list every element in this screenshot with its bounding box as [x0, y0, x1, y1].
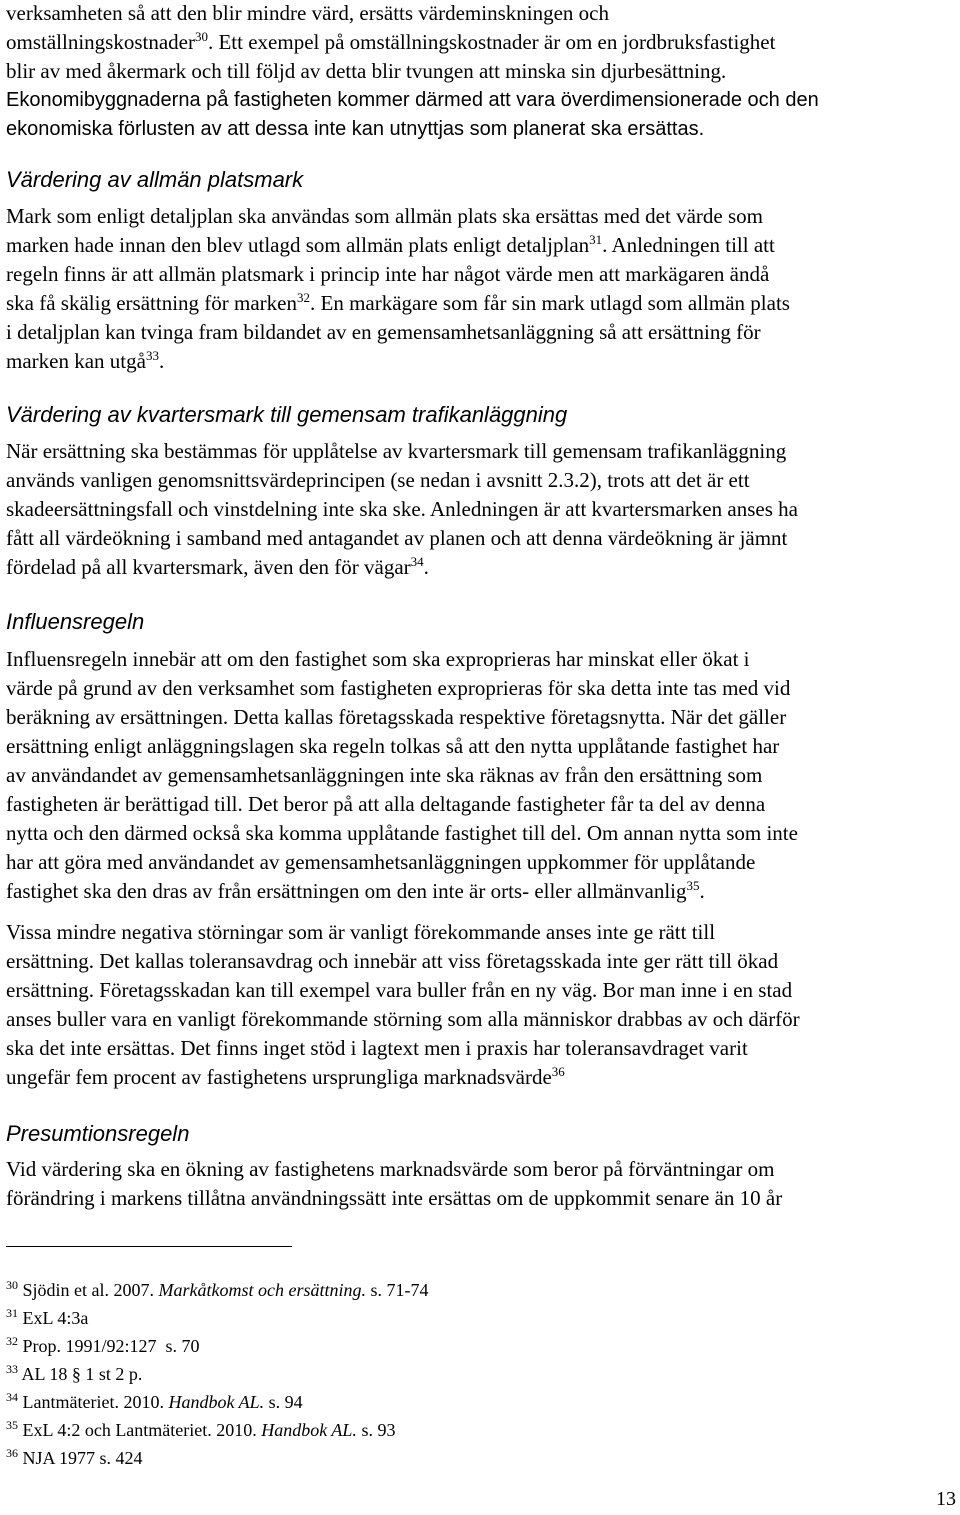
text-line: fastighet ska den dras av från ersättningen om den inte är orts- eller allmänvanlig$^{35}$.: [6, 878, 705, 903]
footnote-ref[interactable]: 32: [297, 290, 310, 305]
footnote-number: 34: [6, 1390, 18, 1404]
text-line: Vissa mindre negativa störningar som är vanligt förekommande anses inte ge rätt till: [6, 920, 716, 944]
footnote: $^{30}$ Sjödin et al. 2007. Markåtkomst och ersättning. s. 71-74: [6, 1278, 429, 1300]
text-line: När ersättning ska bestämmas för upplåtelse av kvartersmark till gemensam trafikanläggning: [6, 439, 787, 463]
text-line: värde på grund av den verksamhet som fastigheten exproprieras för ska detta inte tas med vid: [6, 676, 791, 700]
text-line: beräkning av ersättningen. Detta kallas företagsskada respektive företagsnytta. När det gäller: [6, 705, 787, 729]
text-line: anses buller vara en vanligt förekommande störning som alla människor drabbas av och därför: [6, 1007, 800, 1031]
section-paragraph: [6, 645, 956, 906]
text-line: Influensregeln innebär att om den fastighet som ska exproprieras har minskat eller ökat i: [6, 647, 750, 671]
intro-paragraph: [6, 0, 956, 144]
text-line: ska få skälig ersättning för marken$^{32}$. En markägare som får sin mark utlagd som allmän plats: [6, 290, 790, 315]
text-line: ekonomiska förlusten av att dessa inte kan utnyttjas som planerat ska ersättas.: [6, 118, 705, 140]
section-heading-kvartersmark: Värdering av kvartersmark till gemensam trafikanläggning: [6, 402, 568, 427]
section-paragraph: [6, 1155, 956, 1213]
footnote-divider: [6, 1246, 292, 1247]
section-paragraph: [6, 437, 956, 582]
text-line: omställningskostnader$^{30}$. Ett exempel på omställningskostnader är om en jordbruksfastighet: [6, 29, 776, 54]
footnote-ref[interactable]: 36: [551, 1064, 565, 1079]
section-paragraph: [6, 918, 956, 1092]
text-line: fördelad på all kvartersmark, även den för vägar$^{34}$.: [6, 554, 429, 579]
text-line: regeln finns är att allmän platsmark i princip inte har något värde men att markägaren ändå: [6, 262, 770, 286]
text-line: i detaljplan kan tvinga fram bildandet av en gemensamhetsanläggning så att ersättning för: [6, 320, 761, 344]
footnote-number: 36: [6, 1446, 18, 1460]
text-line: ersättning enligt anläggningslagen ska regeln tolkas så att den nytta upplåtande fastighet har: [6, 734, 780, 758]
text-line: marken kan utgå$^{33}$.: [6, 348, 165, 373]
text-line: ungefär fem procent av fastighetens ursprungliga marknadsvärde$^{36}$: [6, 1064, 565, 1089]
footnote: $^{31}$ ExL 4:3a: [6, 1306, 89, 1328]
footnote-number: 31: [6, 1306, 18, 1320]
footnote-ref[interactable]: 35: [686, 878, 700, 893]
text-line: Mark som enligt detaljplan ska användas som allmän plats ska ersättas med det värde som: [6, 204, 763, 228]
text-line: skadeersättningsfall och vinstdelning inte ska ske. Anledningen är att kvartersmarken anses ha: [6, 497, 798, 521]
text-line: förändring i markens tillåtna användningssätt inte ersättas om de uppkommit senare än 10 år: [6, 1186, 783, 1210]
text-line: verksamheten så att den blir mindre värd, ersätts värdeminskningen och: [6, 1, 609, 25]
footnote: $^{32}$ Prop. 1991/92:127 s. 70: [6, 1334, 200, 1356]
footnote-number: 30: [6, 1278, 18, 1292]
footnote-number: 33: [6, 1362, 18, 1376]
footnote: $^{33}$ AL 18 § 1 st 2 p.: [6, 1362, 143, 1384]
page-number: 13: [936, 1488, 956, 1510]
text-line: marken hade innan den blev utlagd som allmän plats enligt detaljplan$^{31}$. Anledningen till att: [6, 232, 775, 257]
text-line: Ekonomibyggnaderna på fastigheten kommer därmed att vara överdimensionerade och den: [6, 89, 819, 111]
footnote: $^{36}$ NJA 1977 s. 424: [6, 1446, 143, 1468]
footnote-ref[interactable]: 34: [410, 554, 424, 569]
text-line: Vid värdering ska en ökning av fastighetens marknadsvärde som beror på förväntningar om: [6, 1157, 775, 1181]
text-line: blir av med åkermark och till följd av detta blir tvungen att minska sin djurbesättning.: [6, 59, 727, 83]
text-line: nytta och den därmed också ska komma upplåtande fastighet till del. Om annan nytta som inte: [6, 821, 798, 845]
footnote-ref[interactable]: 31: [589, 232, 603, 247]
section-sign-icon: §: [71, 1364, 81, 1384]
text-line: ersättning. Företagsskadan kan till exempel vara buller från en ny väg. Bor man inne i en stad: [6, 978, 793, 1002]
text-line: fått all värdeökning i samband med antagandet av planen och att denna värdeökning är jämnt: [6, 526, 788, 550]
text-line: har att göra med användandet av gemensamhetsanläggningen uppkommer för upplåtande: [6, 850, 756, 874]
section-heading-presumtionsregeln: Presumtionsregeln: [6, 1121, 190, 1146]
section-paragraph: [6, 202, 956, 376]
footnote: $^{34}$ Lantmäteriet. 2010. Handbok AL. s. 94: [6, 1390, 303, 1412]
footnote: $^{35}$ ExL 4:2 och Lantmäteriet. 2010. Handbok AL. s. 93: [6, 1418, 396, 1440]
text-line: ska det inte ersättas. Det finns inget stöd i lagtext men i praxis har toleransavdraget varit: [6, 1036, 748, 1060]
text-line: används vanligen genomsnittsvärdeprincipen (se nedan i avsnitt 2.3.2), trots att det är ett: [6, 468, 750, 492]
footnote-ref[interactable]: 30: [194, 29, 208, 44]
text-line: fastigheten är berättigad till. Det beror på att alla deltagande fastigheter får ta del av denna: [6, 792, 766, 816]
footnote-number: 32: [6, 1334, 18, 1348]
section-heading-influensregeln: Influensregeln: [6, 609, 145, 634]
footnote-ref[interactable]: 33: [145, 348, 159, 363]
section-heading-allman-platsmark: Värdering av allmän platsmark: [6, 167, 304, 192]
footnote-number: 35: [6, 1418, 18, 1432]
text-line: av användandet av gemensamhetsanläggningen inte ska räknas av från den ersättning som: [6, 763, 763, 787]
text-line: ersättning. Det kallas toleransavdrag och innebär att viss företagsskada inte ger rätt till ökad: [6, 949, 779, 973]
